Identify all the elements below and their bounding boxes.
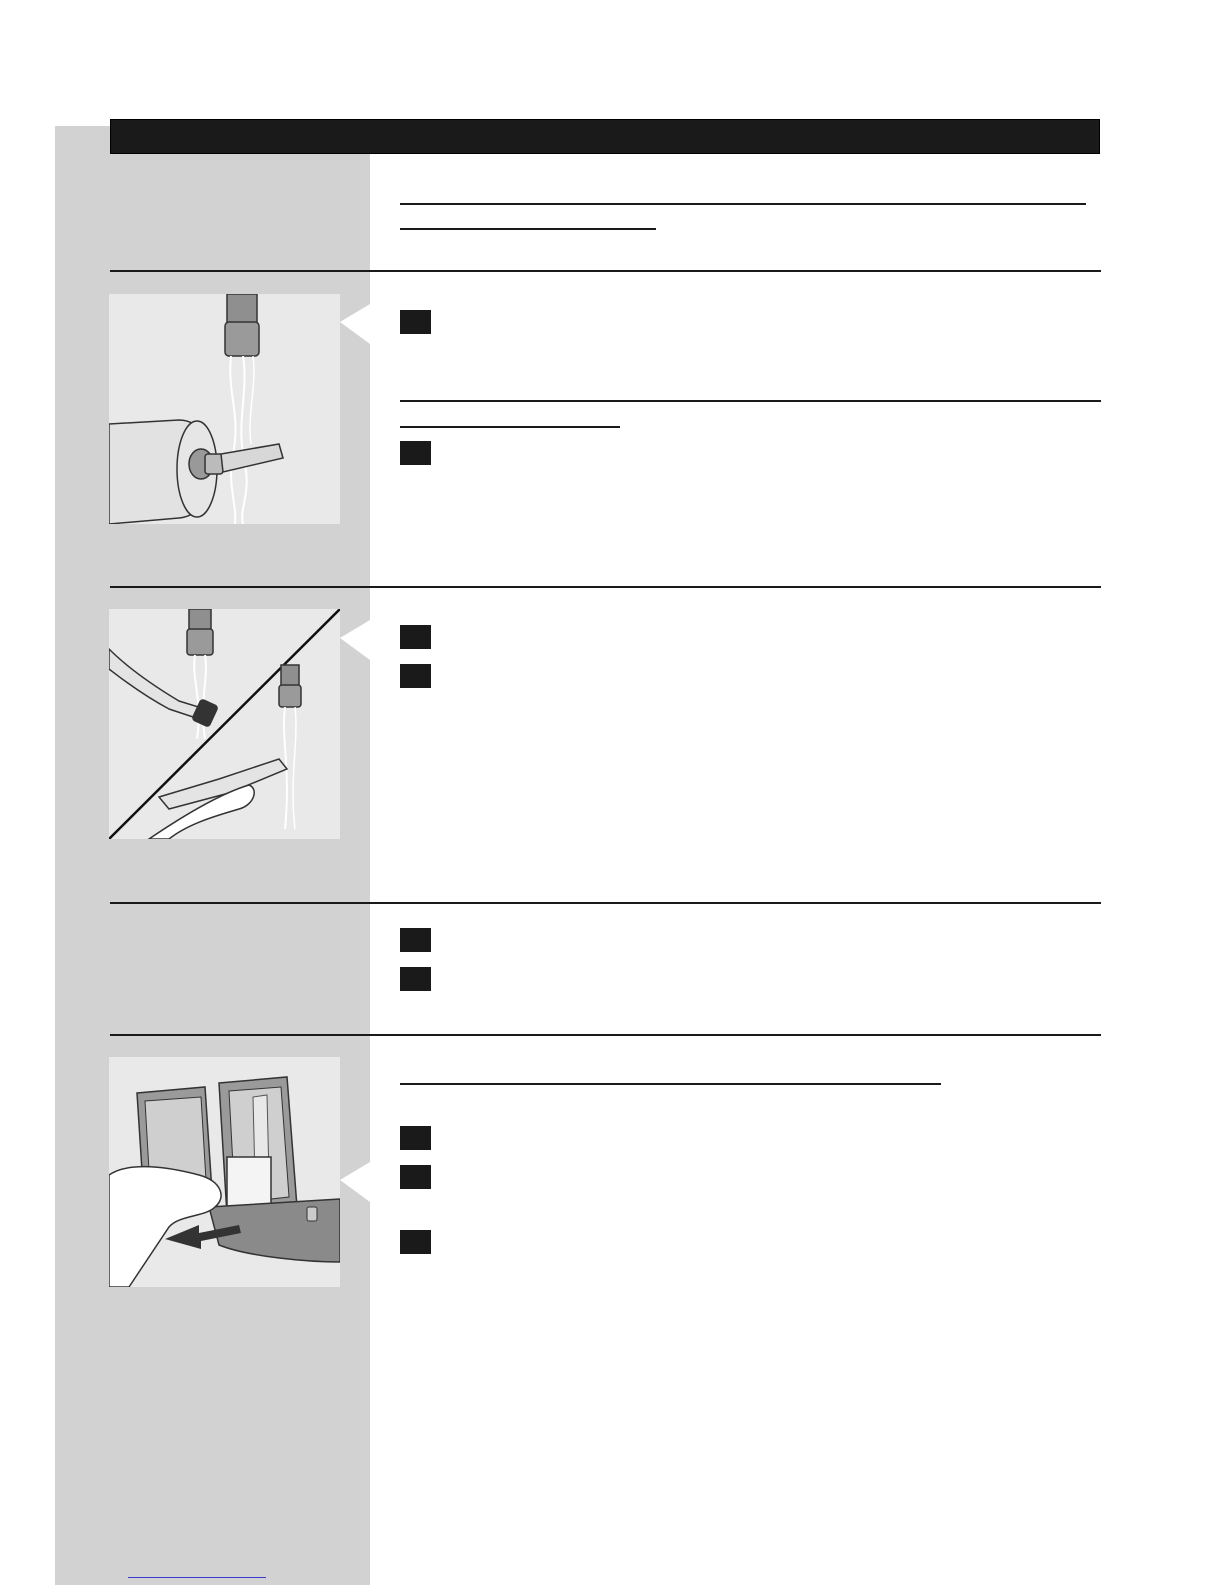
section-divider [110,1034,1101,1036]
section-divider [110,902,1101,904]
section-header-bar [110,119,1100,154]
step-number-box [400,441,431,465]
section-divider [110,270,1101,272]
pointer-arrow-icon [340,1162,370,1202]
step-number-box [400,625,431,649]
intro-heading-line-2 [400,228,656,230]
section-divider [110,586,1101,588]
brush-head-rinse-illustration [109,609,340,839]
step-number-box [400,928,431,952]
step-number-box [400,1126,431,1150]
subheading-line [400,1083,941,1085]
intro-heading-line-1 [400,203,1086,205]
subheading-line-2 [400,426,620,428]
step-number-box [400,967,431,991]
faucet-rinse-illustration [109,294,340,524]
step-number-box [400,310,431,334]
subheading-line-1 [400,400,1101,402]
step-number-box [400,664,431,688]
step-number-box [400,1165,431,1189]
case-insert-removal-illustration [109,1057,340,1287]
pointer-arrow-icon [340,304,370,344]
pointer-arrow-icon [340,620,370,660]
footer-link-line [128,1577,266,1578]
step-number-box [400,1230,431,1254]
